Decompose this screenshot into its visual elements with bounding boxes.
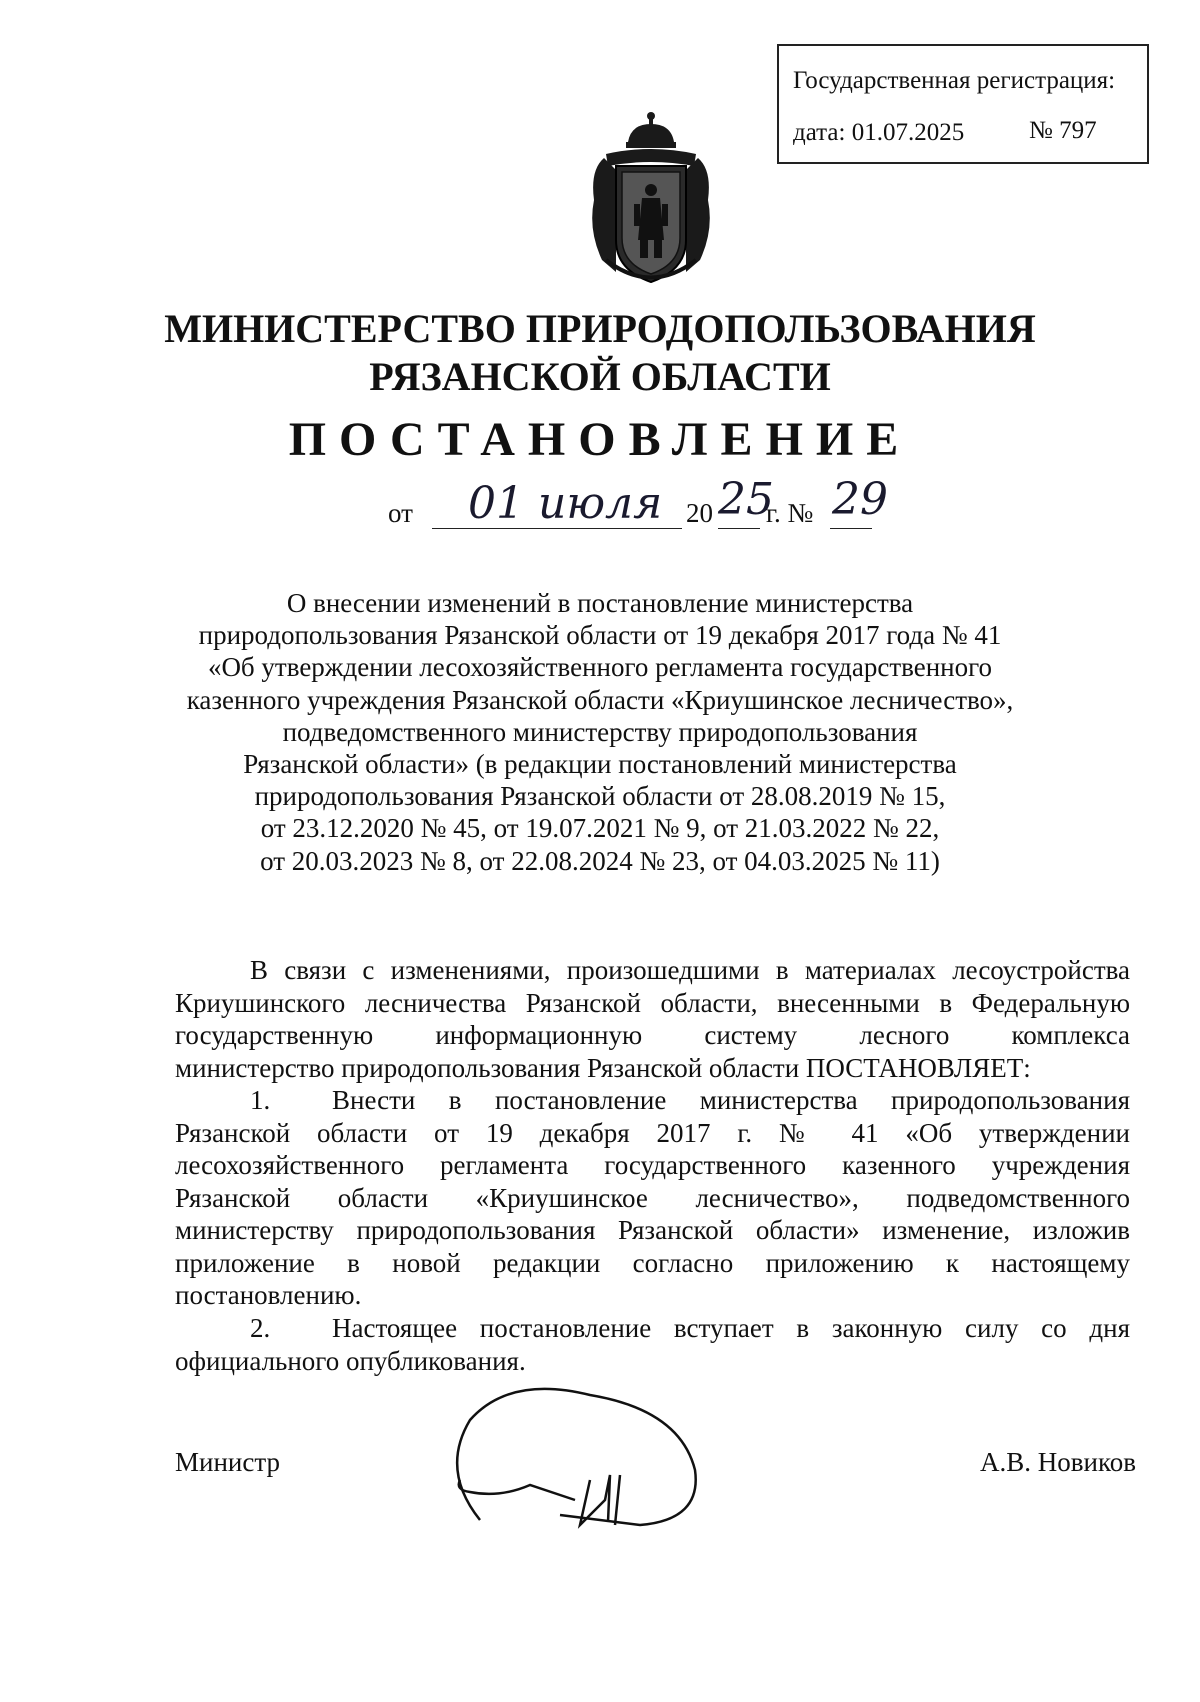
item-1-line: приложение в новой редакции согласно приложению к настоящему <box>175 1247 1130 1278</box>
title-line: от 20.03.2023 № 8, от 22.08.2024 № 23, от 04.03.2025 № 11) <box>260 845 940 876</box>
title-line: казенного учреждения Рязанской области «Криушинское лесничество», <box>186 684 1014 715</box>
document-type: ПОСТАНОВЛЕНИЕ <box>288 413 912 466</box>
registration-number: № 797 <box>1029 117 1097 144</box>
ministry-name-line2: РЯЗАНСКОЙ ОБЛАСТИ <box>369 354 831 399</box>
item-1-line: Рязанской области «Криушинское лесничество», подведомственного <box>175 1182 1130 1213</box>
preamble-line: В связи с изменениями, произошедшими в материалах лесоустройства <box>250 955 1130 985</box>
preamble-line: Криушинского лесничества Рязанской области, внесенными в Федеральную <box>175 987 1130 1018</box>
coat-of-arms-icon <box>576 110 726 290</box>
registration-stamp <box>777 44 1149 164</box>
preamble <box>175 954 1130 1084</box>
number-underline <box>830 528 872 529</box>
item-1-number: 1. <box>250 1085 271 1115</box>
handwritten-number: 29 <box>832 474 888 525</box>
handwritten-signature <box>440 1380 720 1530</box>
item-2-first-text: Настоящее постановление вступает в законную силу со дня <box>332 1313 1130 1343</box>
item-2 <box>175 1312 1130 1377</box>
item-2-number: 2. <box>250 1313 271 1343</box>
signatory-name: А.В. Новиков <box>980 1447 1136 1477</box>
handwritten-date: 01 июля <box>468 478 663 529</box>
item-2-line: официального опубликования. <box>175 1345 526 1376</box>
item-1 <box>175 1084 1130 1312</box>
title-line: природопользования Рязанской области от 19 декабря 2017 года № 41 <box>198 620 1002 651</box>
handwritten-year: 25 <box>718 474 774 525</box>
title-line: природопользования Рязанской области от 28.08.2019 № 15, <box>254 781 946 812</box>
date-from-label: от <box>388 498 413 528</box>
signatory-position: Министр <box>175 1447 280 1477</box>
item-1-first-text: Внести в постановление министерства природопользования <box>332 1085 1130 1115</box>
title-line: от 23.12.2020 № 45, от 19.07.2021 № 9, от 21.03.2022 № 22, <box>260 813 940 844</box>
item-1-line: постановлению. <box>175 1280 362 1310</box>
item-1-first-line <box>175 1084 1130 1117</box>
document-title <box>170 587 1030 877</box>
preamble-line: министерство природопользования Рязанской области ПОСТАНОВЛЯЕТ: <box>175 1052 1031 1083</box>
item-1-line: Рязанской области от 19 декабря 2017 г. № 41 «Об утверждении <box>175 1117 1130 1148</box>
item-1-line: лесохозяйственного регламента государственного казенного учреждения <box>175 1150 1130 1180</box>
registration-title: Государственная регистрация: <box>793 67 1116 94</box>
preamble-line: государственную информационную систему лесного комплекса <box>175 1020 1130 1050</box>
title-line: Рязанской области» (в редакции постановлений министерства <box>243 749 957 780</box>
title-line: подведомственного министерству природопользования <box>282 716 918 747</box>
year-underline <box>718 528 760 529</box>
ministry-name-line1: МИНИСТЕРСТВО ПРИРОДОПОЛЬЗОВАНИЯ <box>164 306 1036 351</box>
item-2-first-line <box>175 1312 1130 1345</box>
title-line: О внесении изменений в постановление министерства <box>286 588 914 618</box>
item-1-line: министерству природопользования Рязанской области» изменение, изложив <box>175 1215 1130 1245</box>
year-suffix: г. № <box>766 498 814 528</box>
year-prefix: 20 <box>686 498 713 528</box>
registration-date: дата: 01.07.2025 <box>793 119 965 146</box>
title-line: «Об утверждении лесохозяйственного регламента государственного <box>207 652 993 683</box>
